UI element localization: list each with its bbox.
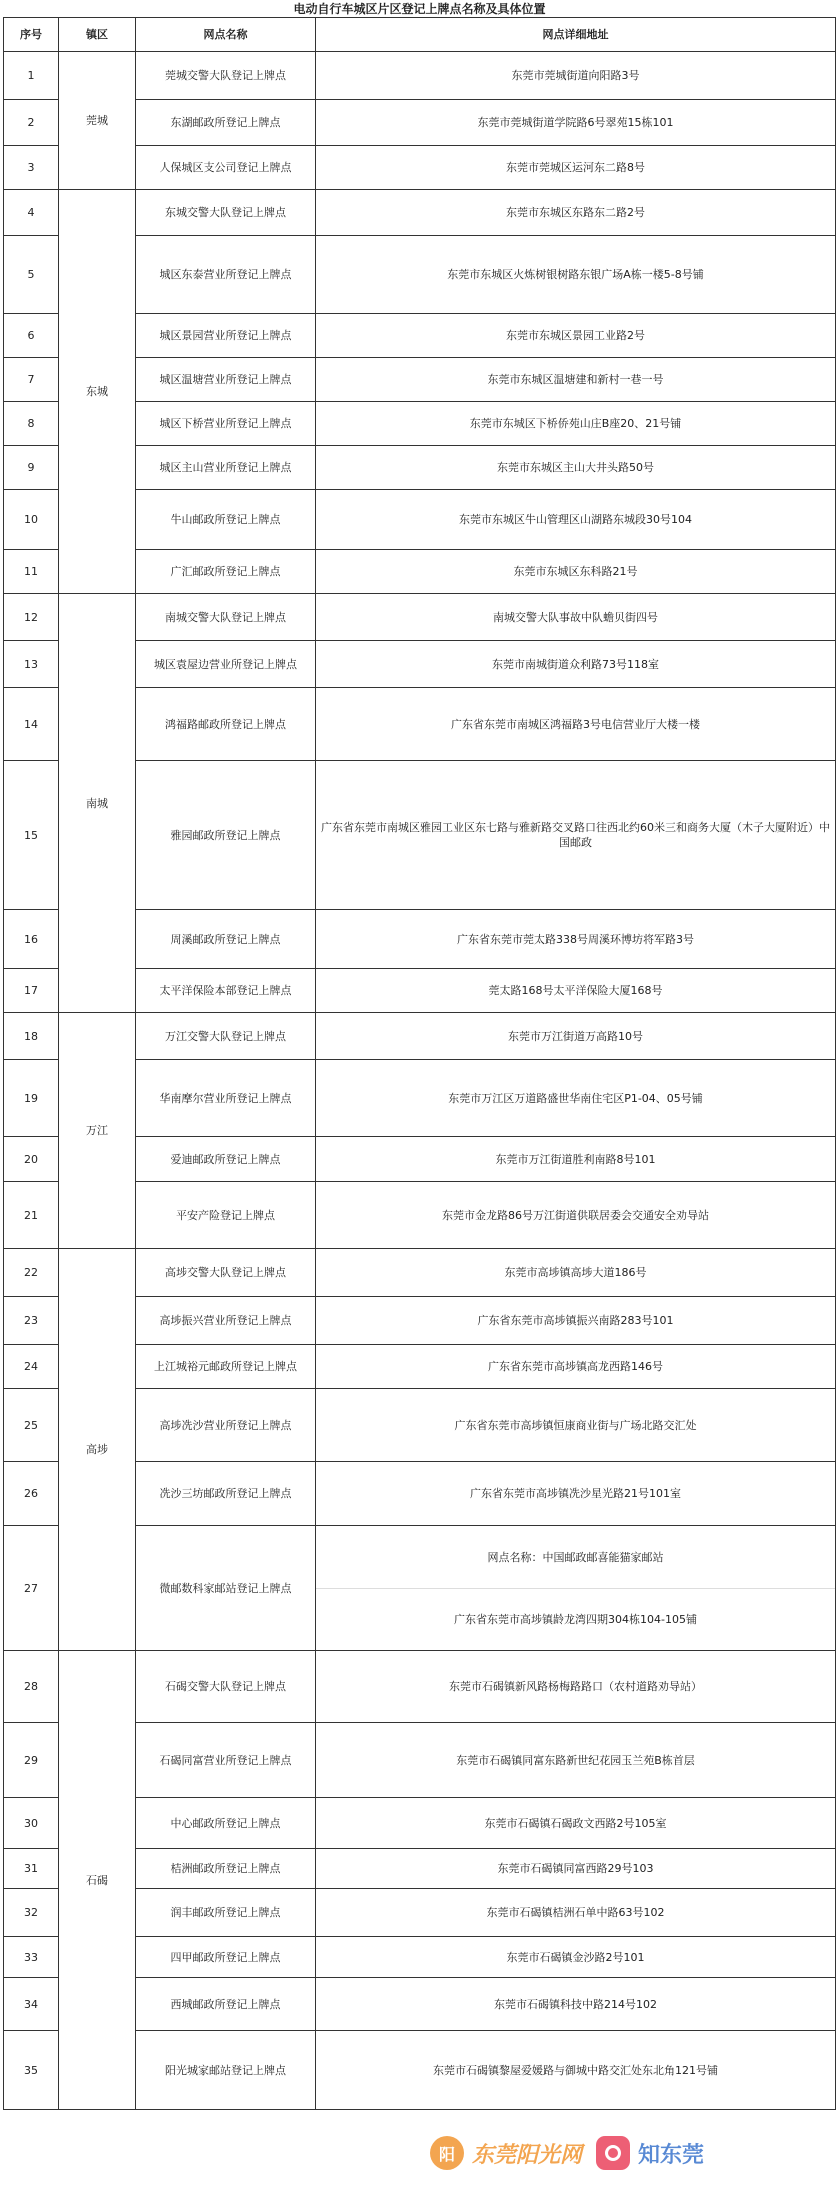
- cell-seq: 27: [4, 1526, 59, 1651]
- cell-address: 东莞市东城区东科路21号: [316, 550, 836, 594]
- cell-address: 东莞市石碣镇科技中路214号102: [316, 1978, 836, 2031]
- cell-seq: 9: [4, 446, 59, 490]
- cell-point-name: 城区袁屋边营业所登记上牌点: [136, 641, 316, 688]
- cell-address: 东莞市石碣镇同富西路29号103: [316, 1849, 836, 1889]
- cell-point-name: 高埗振兴营业所登记上牌点: [136, 1297, 316, 1345]
- cell-point-name: 冼沙三坊邮政所登记上牌点: [136, 1462, 316, 1526]
- cell-point-name: 石碣交警大队登记上牌点: [136, 1651, 316, 1723]
- cell-address: 东莞市石碣镇石碣政文西路2号105室: [316, 1798, 836, 1849]
- header-address: 网点详细地址: [316, 18, 836, 52]
- cell-address: 广东省东莞市高埗镇高龙西路146号: [316, 1345, 836, 1389]
- cell-address: 东莞市石碣镇桔洲石单中路63号102: [316, 1889, 836, 1937]
- title-row: [4, 2, 836, 18]
- cell-point-name: 牛山邮政所登记上牌点: [136, 490, 316, 550]
- cell-point-name: 城区东泰营业所登记上牌点: [136, 236, 316, 314]
- watermark: [430, 2130, 770, 2176]
- cell-seq: 33: [4, 1937, 59, 1978]
- eye-logo-icon: [596, 2136, 630, 2170]
- cell-address: 广东省东莞市南城区雅园工业区东七路与雅新路交叉路口往西北约60米三和商务大厦（木子大厦附近）中国邮政: [316, 761, 836, 910]
- header-row: [4, 18, 836, 52]
- cell-point-name: 东城交警大队登记上牌点: [136, 190, 316, 236]
- table-row: [4, 1013, 836, 1060]
- cell-point-name: 广汇邮政所登记上牌点: [136, 550, 316, 594]
- registration-points-table: [3, 2, 836, 2110]
- table-row: [4, 1249, 836, 1297]
- cell-address-split: [316, 1526, 836, 1651]
- cell-seq: 21: [4, 1182, 59, 1249]
- cell-district: 石碣: [59, 1651, 136, 2110]
- cell-point-name: 微邮数科家邮站登记上牌点: [136, 1526, 316, 1651]
- cell-address: 东莞市莞城街道向阳路3号: [316, 52, 836, 100]
- cell-seq: 1: [4, 52, 59, 100]
- cell-address: 东莞市石碣镇金沙路2号101: [316, 1937, 836, 1978]
- cell-address: 东莞市东城区主山大井头路50号: [316, 446, 836, 490]
- table-row: [4, 190, 836, 236]
- table-row: [4, 594, 836, 641]
- cell-address: 东莞市东城区温塘建和新村一巷一号: [316, 358, 836, 402]
- table-row: [4, 1651, 836, 1723]
- cell-seq: 29: [4, 1723, 59, 1798]
- cell-address: 广东省东莞市高埗镇冼沙星光路21号101室: [316, 1462, 836, 1526]
- cell-point-name: 桔洲邮政所登记上牌点: [136, 1849, 316, 1889]
- cell-seq: 31: [4, 1849, 59, 1889]
- cell-district: 高埗: [59, 1249, 136, 1651]
- cell-address: 东莞市万江街道万高路10号: [316, 1013, 836, 1060]
- cell-address: 东莞市石碣镇同富东路新世纪花园玉兰苑B栋首层: [316, 1723, 836, 1798]
- cell-address: 广东省东莞市高埗镇振兴南路283号101: [316, 1297, 836, 1345]
- cell-point-name: 万江交警大队登记上牌点: [136, 1013, 316, 1060]
- cell-district: 莞城: [59, 52, 136, 190]
- table-row: [4, 52, 836, 100]
- cell-district: 南城: [59, 594, 136, 1013]
- cell-seq: 17: [4, 969, 59, 1013]
- cell-point-name: 南城交警大队登记上牌点: [136, 594, 316, 641]
- header-seq: 序号: [4, 18, 59, 52]
- cell-point-name: 东湖邮政所登记上牌点: [136, 100, 316, 146]
- cell-point-name: 爱迪邮政所登记上牌点: [136, 1137, 316, 1182]
- cell-address: 广东省东莞市南城区鸿福路3号电信营业厅大楼一楼: [316, 688, 836, 761]
- cell-point-name: 华南摩尔营业所登记上牌点: [136, 1060, 316, 1137]
- cell-point-name: 莞城交警大队登记上牌点: [136, 52, 316, 100]
- cell-point-name: 城区下桥营业所登记上牌点: [136, 402, 316, 446]
- cell-address: 莞太路168号太平洋保险大厦168号: [316, 969, 836, 1013]
- cell-point-name: 雅园邮政所登记上牌点: [136, 761, 316, 910]
- cell-address: 东莞市东城区下桥侨苑山庄B座20、21号铺: [316, 402, 836, 446]
- cell-point-name: 周溪邮政所登记上牌点: [136, 910, 316, 969]
- cell-seq: 30: [4, 1798, 59, 1849]
- cell-address: 东莞市东城区东路东二路2号: [316, 190, 836, 236]
- cell-point-name: 四甲邮政所登记上牌点: [136, 1937, 316, 1978]
- cell-point-name: 石碣同富营业所登记上牌点: [136, 1723, 316, 1798]
- cell-address: 东莞市万江街道胜利南路8号101: [316, 1137, 836, 1182]
- sun-logo-icon: 阳: [430, 2136, 464, 2170]
- cell-address: 东莞市石碣镇黎屋爱媛路与御城中路交汇处东北角121号铺: [316, 2031, 836, 2110]
- cell-address-line-location: 广东省东莞市高埗镇龄龙湾四期304栋104-105铺: [316, 1588, 835, 1650]
- cell-seq: 3: [4, 146, 59, 190]
- cell-address: 广东省东莞市莞太路338号周溪环博坊将军路3号: [316, 910, 836, 969]
- cell-address: 东莞市莞城区运河东二路8号: [316, 146, 836, 190]
- cell-address: 南城交警大队事故中队蟾贝街四号: [316, 594, 836, 641]
- cell-point-name: 高埗交警大队登记上牌点: [136, 1249, 316, 1297]
- cell-point-name: 西城邮政所登记上牌点: [136, 1978, 316, 2031]
- cell-address: 东莞市东城区景园工业路2号: [316, 314, 836, 358]
- cell-seq: 19: [4, 1060, 59, 1137]
- cell-seq: 11: [4, 550, 59, 594]
- cell-seq: 20: [4, 1137, 59, 1182]
- watermark-right-text: 知东莞: [638, 2142, 705, 2168]
- header-point-name: 网点名称: [136, 18, 316, 52]
- cell-point-name: 城区主山营业所登记上牌点: [136, 446, 316, 490]
- cell-seq: 22: [4, 1249, 59, 1297]
- cell-address: 东莞市万江区万道路盛世华南住宅区P1-04、05号铺: [316, 1060, 836, 1137]
- cell-district: 东城: [59, 190, 136, 594]
- cell-seq: 18: [4, 1013, 59, 1060]
- cell-seq: 5: [4, 236, 59, 314]
- cell-seq: 2: [4, 100, 59, 146]
- cell-address: 东莞市高埗镇高埗大道186号: [316, 1249, 836, 1297]
- cell-seq: 14: [4, 688, 59, 761]
- cell-address: 东莞市南城街道众利路73号118室: [316, 641, 836, 688]
- cell-seq: 26: [4, 1462, 59, 1526]
- cell-address: 东莞市东城区牛山管理区山湖路东城段30号104: [316, 490, 836, 550]
- cell-seq: 32: [4, 1889, 59, 1937]
- cell-address-line-name: 网点名称：中国邮政邮喜能猫家邮站: [487, 1550, 664, 1564]
- watermark-left-text: 东莞阳光网: [472, 2142, 583, 2168]
- cell-point-name: 上江城裕元邮政所登记上牌点: [136, 1345, 316, 1389]
- cell-address: 东莞市金龙路86号万江街道供联居委会交通安全劝导站: [316, 1182, 836, 1249]
- cell-seq: 12: [4, 594, 59, 641]
- cell-seq: 10: [4, 490, 59, 550]
- cell-seq: 6: [4, 314, 59, 358]
- cell-address: 东莞市东城区火炼树银树路东银广场A栋一楼5-8号铺: [316, 236, 836, 314]
- cell-seq: 4: [4, 190, 59, 236]
- cell-district: 万江: [59, 1013, 136, 1249]
- cell-point-name: 人保城区支公司登记上牌点: [136, 146, 316, 190]
- cell-point-name: 中心邮政所登记上牌点: [136, 1798, 316, 1849]
- cell-point-name: 润丰邮政所登记上牌点: [136, 1889, 316, 1937]
- cell-point-name: 平安产险登记上牌点: [136, 1182, 316, 1249]
- cell-seq: 13: [4, 641, 59, 688]
- cell-seq: 25: [4, 1389, 59, 1462]
- cell-seq: 8: [4, 402, 59, 446]
- cell-seq: 24: [4, 1345, 59, 1389]
- cell-address: 东莞市莞城街道学院路6号翠苑15栋101: [316, 100, 836, 146]
- cell-seq: 34: [4, 1978, 59, 2031]
- cell-point-name: 城区温塘营业所登记上牌点: [136, 358, 316, 402]
- cell-address: 东莞市石碣镇新风路杨梅路路口（农村道路劝导站）: [316, 1651, 836, 1723]
- cell-seq: 7: [4, 358, 59, 402]
- cell-seq: 23: [4, 1297, 59, 1345]
- cell-point-name: 高埗冼沙营业所登记上牌点: [136, 1389, 316, 1462]
- cell-address: 广东省东莞市高埗镇恒康商业街与广场北路交汇处: [316, 1389, 836, 1462]
- cell-point-name: 太平洋保险本部登记上牌点: [136, 969, 316, 1013]
- cell-point-name: 鸿福路邮政所登记上牌点: [136, 688, 316, 761]
- cell-seq: 16: [4, 910, 59, 969]
- cell-seq: 15: [4, 761, 59, 910]
- cell-point-name: 城区景园营业所登记上牌点: [136, 314, 316, 358]
- table-title: 电动自行车城区片区登记上牌点名称及具体位置: [4, 2, 836, 18]
- cell-seq: 35: [4, 2031, 59, 2110]
- header-district: 镇区: [59, 18, 136, 52]
- cell-seq: 28: [4, 1651, 59, 1723]
- cell-point-name: 阳光城家邮站登记上牌点: [136, 2031, 316, 2110]
